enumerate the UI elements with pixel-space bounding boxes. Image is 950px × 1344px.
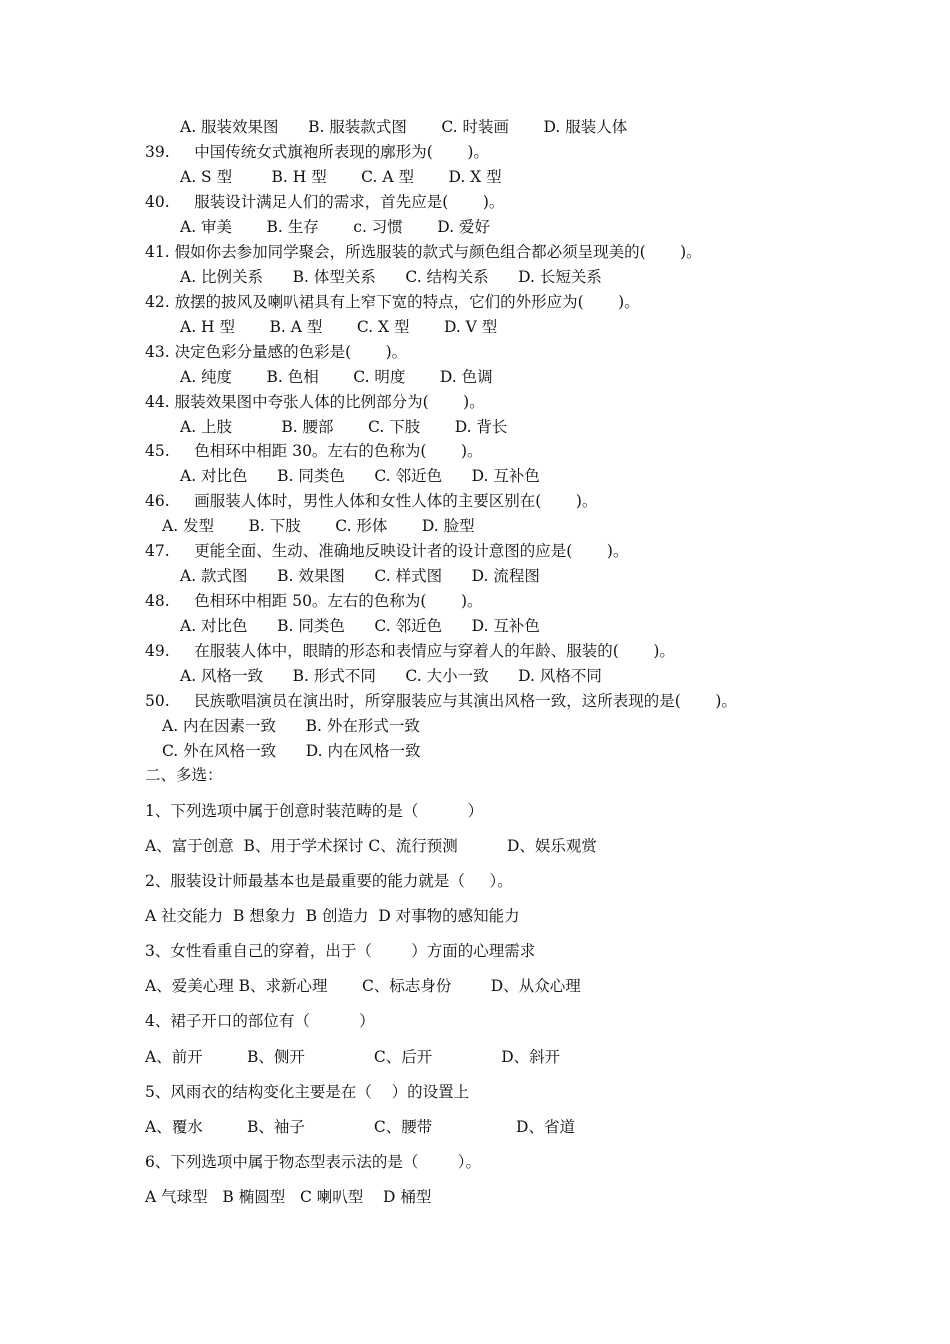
q39-stem: 39. 中国传统女式旗袍所表现的廓形为( )。	[145, 143, 489, 161]
q46-stem: 46. 画服装人体时，男性人体和女性人体的主要区别在( )。	[145, 492, 598, 510]
q42-options: A. H 型 B. A 型 C. X 型 D. V 型	[180, 318, 498, 336]
m6-stem: 6、下列选项中属于物态型表示法的是（ ）。	[145, 1153, 482, 1171]
q40-options: A. 审美 B. 生存 c. 习惯 D. 爱好	[180, 218, 491, 236]
m5-stem: 5、风雨衣的结构变化主要是在（ ）的设置上	[145, 1083, 470, 1101]
q45-stem: 45. 色相环中相距 30。左右的色称为( )。	[145, 442, 483, 460]
q39-options: A. S 型 B. H 型 C. A 型 D. X 型	[180, 168, 502, 186]
q49-options: A. 风格一致 B. 形式不同 C. 大小一致 D. 风格不同	[180, 667, 602, 685]
m4-options: A、前开 B、侧开 C、后开 D、斜开	[145, 1048, 561, 1066]
q43-stem: 43. 决定色彩分量感的色彩是( )。	[145, 343, 408, 361]
m3-stem: 3、女性看重自己的穿着，出于（ ）方面的心理需求	[145, 942, 536, 960]
q45-options: A. 对比色 B. 同类色 C. 邻近色 D. 互补色	[180, 467, 540, 485]
q50-options-2: C. 外在风格一致 D. 内在风格一致	[162, 742, 421, 760]
m6-options: A 气球型 B 椭圆型 C 喇叭型 D 桶型	[145, 1188, 432, 1206]
q44-stem: 44. 服装效果图中夸张人体的比例部分为( )。	[145, 393, 485, 411]
q41-stem: 41. 假如你去参加同学聚会，所选服装的款式与颜色组合都必须呈现美的( )。	[145, 243, 702, 261]
q50-options-1: A. 内在因素一致 B. 外在形式一致	[162, 717, 420, 735]
q46-options: A. 发型 B. 下肢 C. 形体 D. 脸型	[162, 517, 475, 535]
q41-options: A. 比例关系 B. 体型关系 C. 结构关系 D. 长短关系	[180, 268, 602, 286]
m2-stem: 2、服装设计师最基本也是最重要的能力就是（ ）。	[145, 872, 513, 890]
q47-stem: 47. 更能全面、生动、准确地反映设计者的设计意图的应是( )。	[145, 542, 629, 560]
q49-stem: 49. 在服装人体中，眼睛的形态和表情应与穿着人的年龄、服装的( )。	[145, 642, 675, 660]
m1-stem: 1、下列选项中属于创意时装范畴的是（ ）	[145, 802, 484, 820]
q43-options: A. 纯度 B. 色相 C. 明度 D. 色调	[180, 368, 493, 386]
q48-options: A. 对比色 B. 同类色 C. 邻近色 D. 互补色	[180, 617, 540, 635]
q48-stem: 48. 色相环中相距 50。左右的色称为( )。	[145, 592, 483, 610]
q42-stem: 42. 放摆的披风及喇叭裙具有上窄下宽的特点，它们的外形应为( )。	[145, 293, 640, 311]
q40-stem: 40. 服装设计满足人们的需求，首先应是( )。	[145, 193, 505, 211]
m4-stem: 4、裙子开口的部位有（ ）	[145, 1012, 375, 1030]
q50-stem: 50. 民族歌唱演员在演出时，所穿服装应与其演出风格一致，这所表现的是( )。	[145, 692, 737, 710]
m3-options: A、爱美心理 B、求新心理 C、标志身份 D、从众心理	[145, 977, 581, 995]
q38-options: A. 服装效果图 B. 服装款式图 C. 时装画 D. 服装人体	[180, 118, 628, 136]
m5-options: A、覆水 B、袖子 C、腰带 D、省道	[145, 1118, 575, 1136]
m2-options: A 社交能力 B 想象力 B 创造力 D 对事物的感知能力	[145, 907, 520, 925]
section-heading-multiple-choice: 二、多选：	[145, 766, 223, 784]
q47-options: A. 款式图 B. 效果图 C. 样式图 D. 流程图	[180, 567, 540, 585]
m1-options: A、富于创意 B、用于学术探讨 C、流行预测 D、娱乐观赏	[145, 837, 597, 855]
q44-options: A. 上肢 B. 腰部 C. 下肢 D. 背长	[180, 418, 508, 436]
